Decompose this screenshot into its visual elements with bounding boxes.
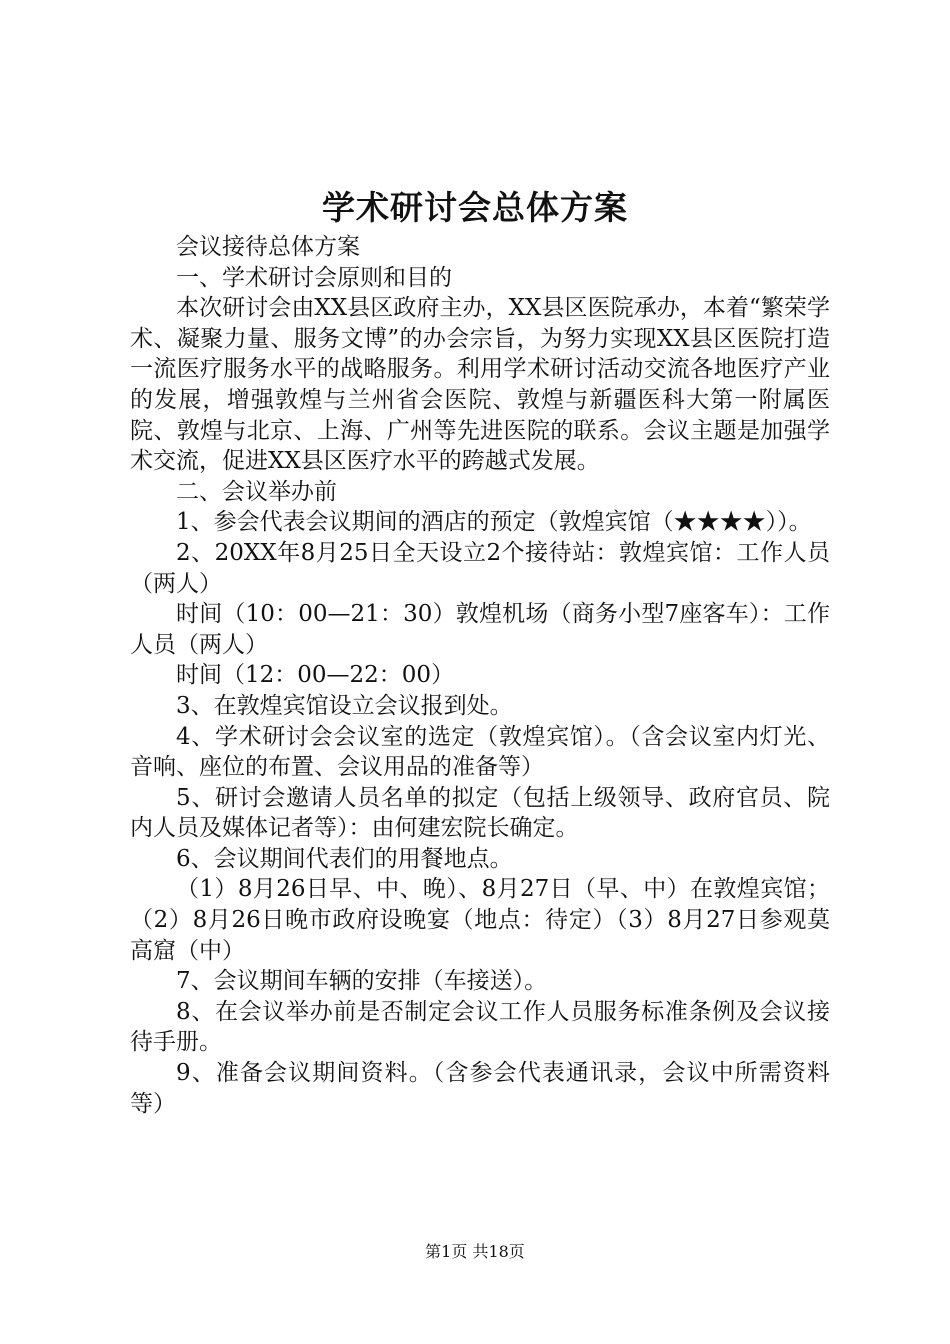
- list-item-hotel: 1、参会代表会议期间的酒店的预定（敦煌宾馆（★★★★））。: [176, 509, 812, 536]
- list-item-reception-stations: 2、20XX年8月25日全天设立2个接待站：敦煌宾馆：工作人员（两人）: [130, 539, 830, 597]
- list-item-airport-staff-time: 时间（12：00—22：00）: [176, 662, 455, 689]
- list-item-registration: 3、在敦煌宾馆设立会议报到处。: [176, 692, 513, 719]
- paragraph-reception-plan: 会议接待总体方案: [176, 234, 360, 260]
- paragraph-principles: 本次研讨会由XX县区政府主办，XX县区医院承办，本着“繁荣学术、凝聚力量、服务文博”的办会宗旨，为努力实现XX县区医院打造一流医疗服务水平的战略服务。利用学术研讨活动交流各地医疗产业的发展，增强敦煌与兰州省会医院、敦煌与新疆医科大第一附属医院、敦煌与北京、上海、广州等先进医院的联系。会议主题是加强学术交流，促进XX县区医疗水平的跨越式发展。: [130, 295, 830, 475]
- page-footer: 第1页 共18页: [425, 1242, 525, 1261]
- document-body: [130, 232, 830, 1119]
- list-item-service-standards: 8、在会议举办前是否制定会议工作人员服务标准条例及会议接待手册。: [130, 998, 830, 1056]
- list-item-vehicles: 7、会议期间车辆的安排（车接送）。: [176, 968, 548, 995]
- document-title: 学术研讨会总体方案: [322, 188, 628, 227]
- list-item-materials: 9、准备会议期间资料。（含参会代表通讯录，会议中所需资料等）: [130, 1060, 830, 1117]
- list-item-meeting-room: 4、学术研讨会会议室的选定（敦煌宾馆）。（含会议室内灯光、音响、座位的布置、会议用品的准备等）: [130, 723, 830, 781]
- list-item-dining: 6、会议期间代表们的用餐地点。: [176, 845, 513, 872]
- list-item-invitee-list: 5、研讨会邀请人员名单的拟定（包括上级领导、政府官员、院内人员及媒体记者等）：由何建宏院长确定。: [130, 784, 830, 842]
- section-heading-before-meeting: 二、会议举办前: [176, 478, 337, 505]
- section-heading-principles: 一、学术研讨会原则和目的: [176, 264, 452, 291]
- list-item-airport-time: 时间（10：00—21：30）敦煌机场（商务小型7座客车）：工作人员（两人）: [130, 601, 830, 658]
- list-item-dining-detail: （1）8月26日早、中、晚）、8月27日（早、中）在敦煌宾馆；（2）8月26日晚市政府设晚宴（地点：待定）（3）8月27日参观莫高窟（中）: [130, 876, 830, 964]
